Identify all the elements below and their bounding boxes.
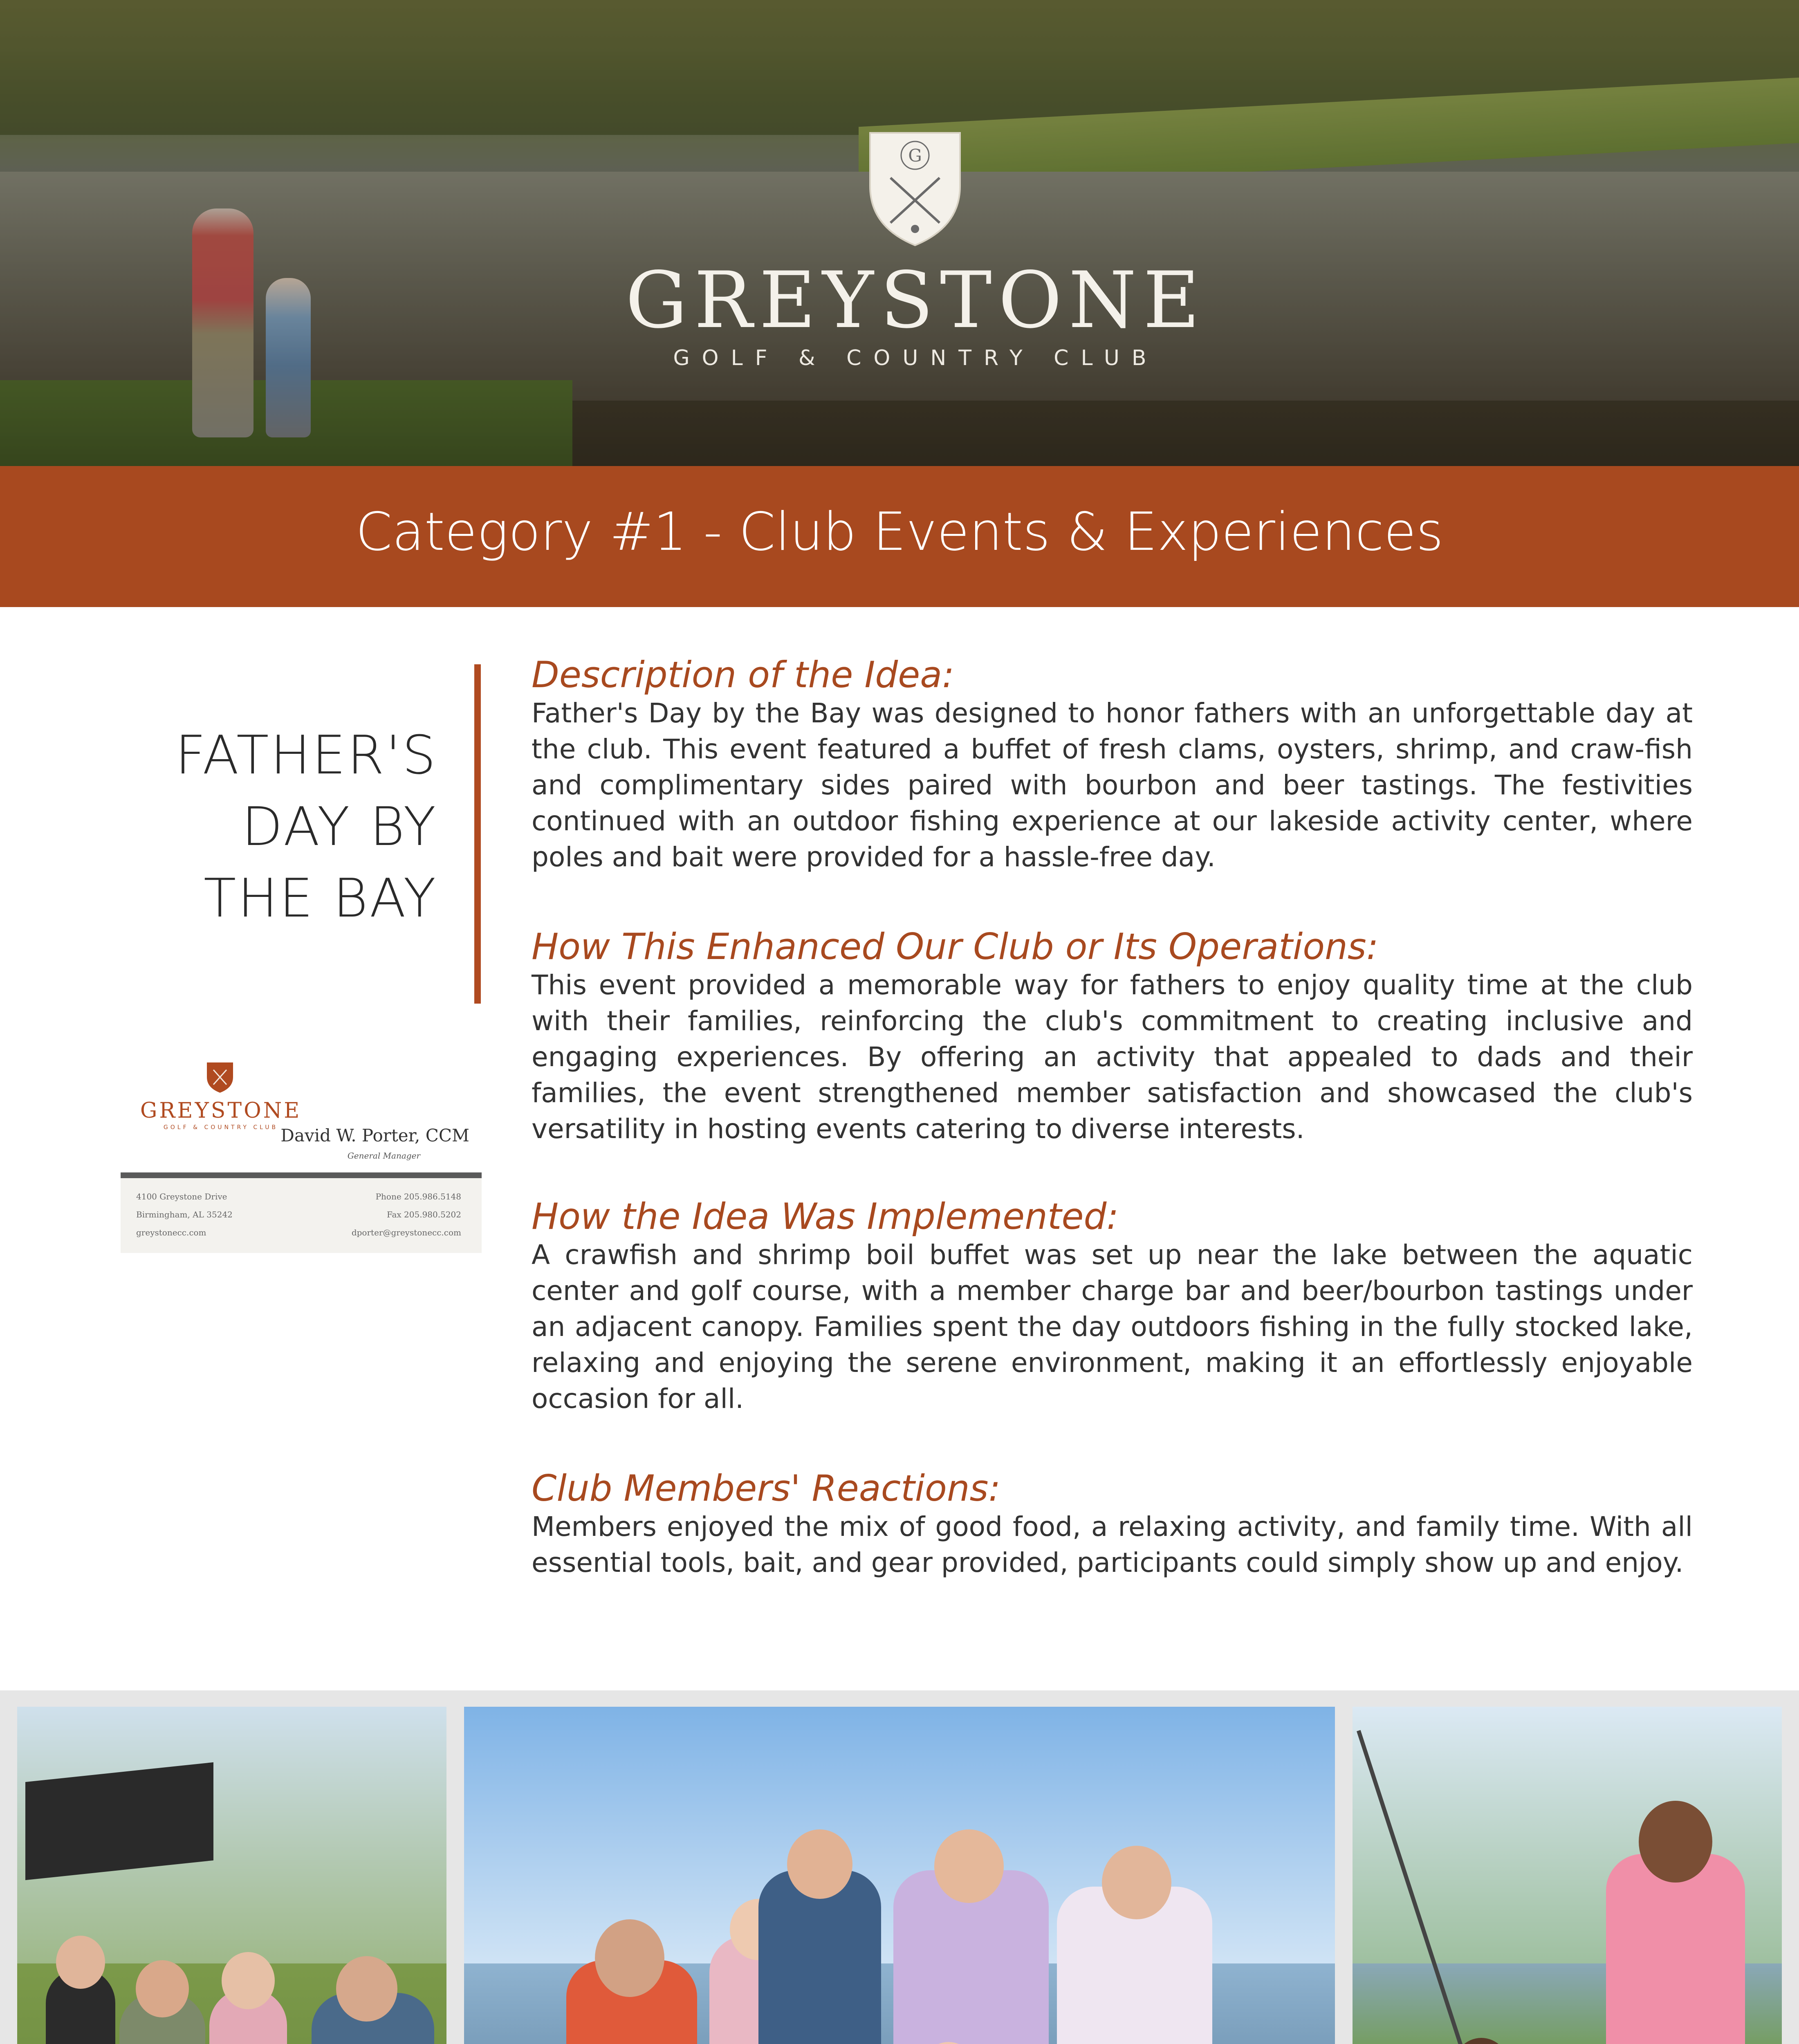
canopy-tent <box>25 1762 213 1880</box>
section-enhancement <box>532 926 1693 1147</box>
section-heading: How the Idea Was Implemented: <box>532 1195 1119 1237</box>
card-person-name: David W. Porter, CCM <box>280 1125 469 1145</box>
card-contact <box>352 1188 461 1242</box>
card-fax: Fax 205.980.5202 <box>386 1210 461 1219</box>
card-website: greystonecc.com <box>136 1228 206 1237</box>
shield-crest-icon <box>866 125 964 247</box>
section-reactions <box>532 1468 1693 1581</box>
card-person-role: General Manager <box>347 1151 420 1161</box>
section-heading: How This Enhanced Our Club or Its Operations: <box>532 926 1379 968</box>
photo-family-table <box>17 1707 446 2044</box>
business-card <box>121 1061 482 1253</box>
section-body: This event provided a memorable way for fathers to enjoy quality time at the club with their families, reinforcing the club's commitment to creating inclusive and engaging experiences. By offering an activity that appealed to dads and their families, the event strengthened member satisfaction and showcased the club's versatility in hosting events catering to diverse interests. <box>532 969 1693 1145</box>
card-address-line: Birmingham, AL 35242 <box>136 1210 233 1219</box>
card-brand-subtitle: GOLF & COUNTRY CLUB <box>163 1124 278 1131</box>
accent-divider <box>474 664 481 1004</box>
card-brand: GREYSTONE <box>140 1098 302 1123</box>
brand-wordmark: GREYSTONE <box>625 255 1207 345</box>
photo-family-lake <box>464 1707 1335 2044</box>
card-email: dporter@greystonecc.com <box>351 1228 461 1237</box>
card-divider <box>121 1172 482 1178</box>
photo-girl-fishing <box>1353 1707 1782 2044</box>
section-body: Members enjoyed the mix of good food, a relaxing activity, and family time. With all essential tools, bait, and gear provided, participants could simply show up and enjoy. <box>532 1511 1693 1579</box>
brand-subtitle: GOLF & COUNTRY CLUB <box>673 346 1159 370</box>
event-title-line: FATHER'S <box>175 724 437 786</box>
card-phone: Phone 205.986.5148 <box>375 1192 461 1201</box>
card-crest-icon <box>205 1061 235 1094</box>
event-title-line: DAY BY <box>242 796 437 858</box>
crest-letter: G <box>908 146 922 166</box>
section-heading: Description of the Idea: <box>532 654 954 696</box>
event-title <box>175 719 437 934</box>
card-address-line: 4100 Greystone Drive <box>136 1192 227 1201</box>
section-body: A crawfish and shrimp boil buffet was set up near the lake between the aquatic center and golf course, with a member charge bar and beer/bourbon tastings under an adjacent canopy. Families spent the day outdoors fishing in the fully stocked lake, relaxing and enjoying the serene environment, making it an effortlessly enjoyable occasion for all. <box>532 1239 1693 1415</box>
section-implementation <box>532 1196 1693 1417</box>
card-address <box>136 1188 233 1242</box>
section-body: Father's Day by the Bay was designed to honor fathers with an unforgettable day at the club. This event featured a buffet of fresh clams, oysters, shrimp, and craw-fish and complimentary sides paired with bourbon and beer tastings. The festivities continued with an outdoor fishing experience at our lakeside activity center, where poles and bait were provided for a hassle-free day. <box>532 697 1693 873</box>
event-title-line: THE BAY <box>204 867 437 929</box>
section-description <box>532 654 1693 875</box>
section-heading: Club Members' Reactions: <box>532 1467 1001 1509</box>
category-title: Category #1 - Club Events & Experiences <box>355 502 1444 563</box>
